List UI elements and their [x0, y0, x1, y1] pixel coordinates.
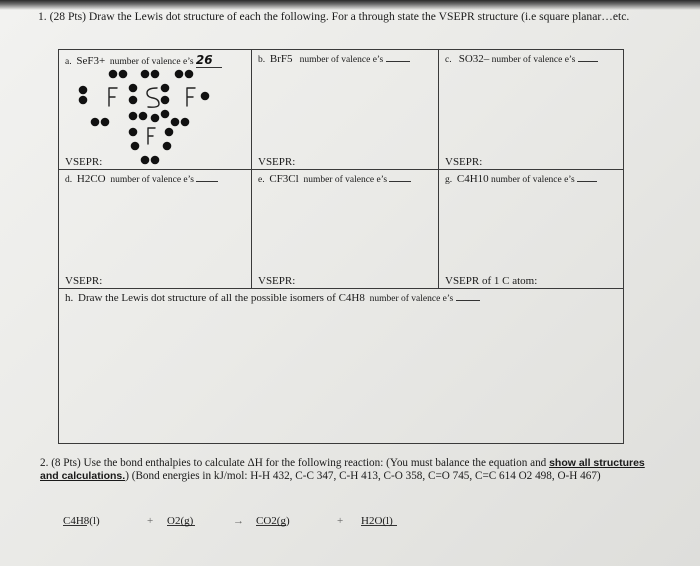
cell-h-answer-blank[interactable] [456, 300, 480, 301]
cell-h-count-label: number of valence e’s [369, 294, 454, 304]
cell-d-answer-blank[interactable] [196, 181, 218, 182]
cell-g-vsepr-label: VSEPR of 1 C atom: [445, 275, 538, 287]
cell-e-count-label: number of valence e’s [303, 175, 388, 185]
cell-d-vsepr-label: VSEPR: [65, 275, 103, 287]
cell-c-vsepr-label: VSEPR: [445, 156, 483, 168]
cell-b-count-label: number of valence e’s [299, 55, 384, 65]
cell-g-c4h10 [439, 170, 624, 289]
cell-h-c4h8-isomers [59, 289, 624, 444]
reactant-butene: C4H8(l) [63, 515, 100, 527]
product-water: H2O(l) [361, 515, 393, 527]
question-2-text: 2. (8 Pts) Use the bond enthalpies to calculate ΔH for the following reaction: (You must balance the equation and [40, 457, 547, 469]
cell-c-letter: c. [445, 55, 452, 65]
photo-top-edge [0, 0, 700, 10]
reaction-arrow: → [233, 515, 244, 527]
worksheet-grid [58, 49, 624, 444]
cell-a-sef3 [59, 50, 252, 170]
cell-g-answer-blank[interactable] [577, 181, 597, 182]
question-1-prompt: 1. (28 Pts) Draw the Lewis dot structure of each the following. For a through state the VSEPR structure (i.e square planar…etc. [38, 10, 630, 23]
cell-b-brf5 [252, 50, 439, 170]
cell-e-cf3cl [252, 170, 439, 289]
cell-h-prompt: Draw the Lewis dot structure of all the possible isomers of C4H8 [78, 292, 365, 304]
cell-a-formula: SeF3+ [76, 55, 106, 67]
product-co2: CO2(g) [256, 515, 290, 527]
cell-g-formula: C4H10 [456, 173, 489, 185]
cell-e-vsepr-label: VSEPR: [258, 275, 296, 287]
question-2-emphasis: show all structures and calculations. [40, 457, 645, 483]
cell-b-formula: BrF5 [269, 53, 293, 65]
question-2-bond-energies: ) (Bond energies in kJ/mol: H-H 432, C-C 347, C-H 413, C-O 358, C=O 745, C=C 614 O2 498, O-H 467) [125, 470, 601, 483]
cell-c-so3 [439, 50, 624, 170]
cell-c-answer-blank[interactable] [578, 61, 598, 62]
cell-d-count-label: number of valence e’s [110, 175, 194, 185]
cell-e-answer-blank[interactable] [389, 181, 411, 182]
cell-c-count-label: number of valence e’s [491, 55, 576, 65]
cell-h-letter: h. [65, 292, 74, 304]
question-2-prompt [40, 457, 658, 484]
cell-g-count-label: number of valence e’s [491, 175, 575, 185]
cell-g-letter: g. [445, 175, 453, 185]
cell-a-letter: a. [65, 57, 72, 67]
cell-e-letter: e. [258, 175, 265, 185]
cell-e-formula: CF3Cl [269, 173, 299, 185]
reaction-equation [63, 515, 483, 531]
cell-d-h2co [59, 170, 252, 289]
reactant-oxygen: O2(g) [167, 515, 194, 527]
plus-sign-2: + [337, 515, 344, 527]
cell-d-formula: H2CO [76, 173, 106, 185]
cell-c-formula: SO32– [458, 53, 490, 65]
cell-a-count-label: number of valence e’s [109, 57, 194, 67]
cell-b-answer-blank[interactable] [386, 61, 410, 62]
cell-b-vsepr-label: VSEPR: [258, 156, 296, 168]
cell-d-letter: d. [65, 175, 73, 185]
cell-a-vsepr-label: VSEPR: [65, 156, 103, 168]
lewis-structure-sketch [75, 66, 235, 166]
plus-sign-1: + [147, 515, 154, 527]
cell-b-letter: b. [258, 55, 266, 65]
cell-a-handwritten-answer: 26 [195, 53, 213, 67]
